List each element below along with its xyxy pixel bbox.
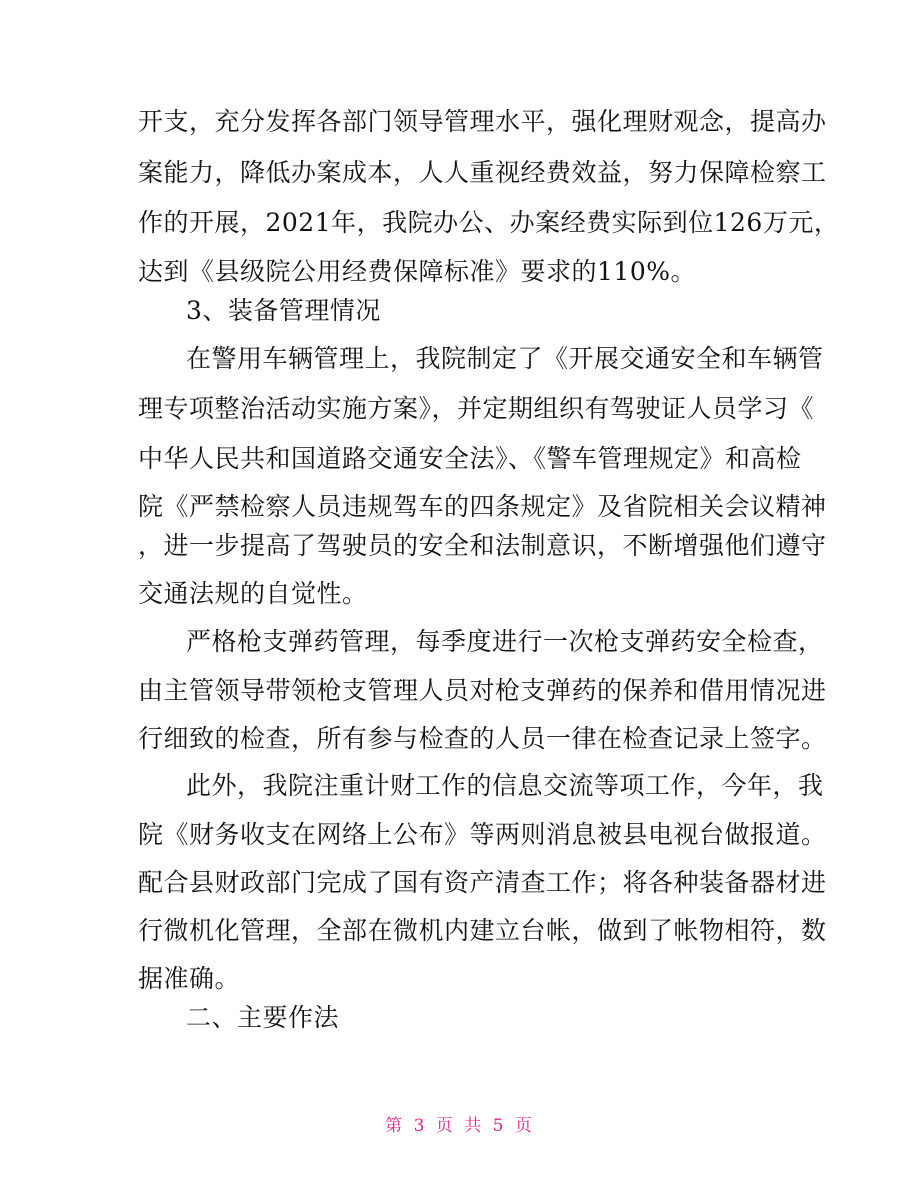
paragraph-line: 作的开展，2021年，我院办公、办案经费实际到位126万元， xyxy=(138,208,840,237)
paragraph-line: 理专项整治活动实施方案》，并定期组织有驾驶证人员学习《 xyxy=(138,394,815,423)
section-heading: 3、装备管理情况 xyxy=(186,296,381,325)
paragraph-line: 中华人民共和国道路交通安全法》、《警车管理规定》和高检 xyxy=(138,444,802,473)
paragraph-line: 配合县财政部门完成了国有资产清查工作；将各种装备器材进 xyxy=(138,868,827,897)
paragraph-line: 达到《县级院公用经费保障标准》要求的110%。 xyxy=(138,257,696,286)
paragraph-line: 严格枪支弹药管理，每季度进行一次枪支弹药安全检查， xyxy=(186,627,824,656)
paragraph-line: 此外，我院注重计财工作的信息交流等项工作，今年，我 xyxy=(186,771,824,800)
paragraph-line: 开支，充分发挥各部门领导管理水平，强化理财观念，提高办 xyxy=(138,107,827,136)
paragraph-line: 院《严禁检察人员违规驾车的四条规定》及省院相关会议精神 xyxy=(138,492,827,521)
paragraph-line: 在警用车辆管理上，我院制定了《开展交通安全和车辆管 xyxy=(186,344,824,373)
paragraph-line: 交通法规的自觉性。 xyxy=(138,579,368,608)
paragraph-line: ，进一步提高了驾驶员的安全和法制意识，不断增强他们遵守 xyxy=(138,531,827,560)
paragraph-line: 据准确。 xyxy=(138,964,241,993)
paragraph-line: 行微机化管理，全部在微机内建立台帐，做到了帐物相符，数 xyxy=(138,916,827,945)
page-number-footer: 第 3 页 共 5 页 xyxy=(385,1116,535,1136)
paragraph-line: 案能力，降低办案成本，人人重视经费效益，努力保障检察工 xyxy=(138,158,827,187)
paragraph-line: 由主管领导带领枪支管理人员对枪支弹药的保养和借用情况进 xyxy=(138,676,827,705)
paragraph-line: 行细致的检查，所有参与检查的人员一律在检查记录上签字。 xyxy=(138,724,827,753)
paragraph-line: 院《财务收支在网络上公布》等两则消息被县电视台做报道。 xyxy=(138,820,827,849)
section-heading: 二、主要作法 xyxy=(186,1003,340,1032)
